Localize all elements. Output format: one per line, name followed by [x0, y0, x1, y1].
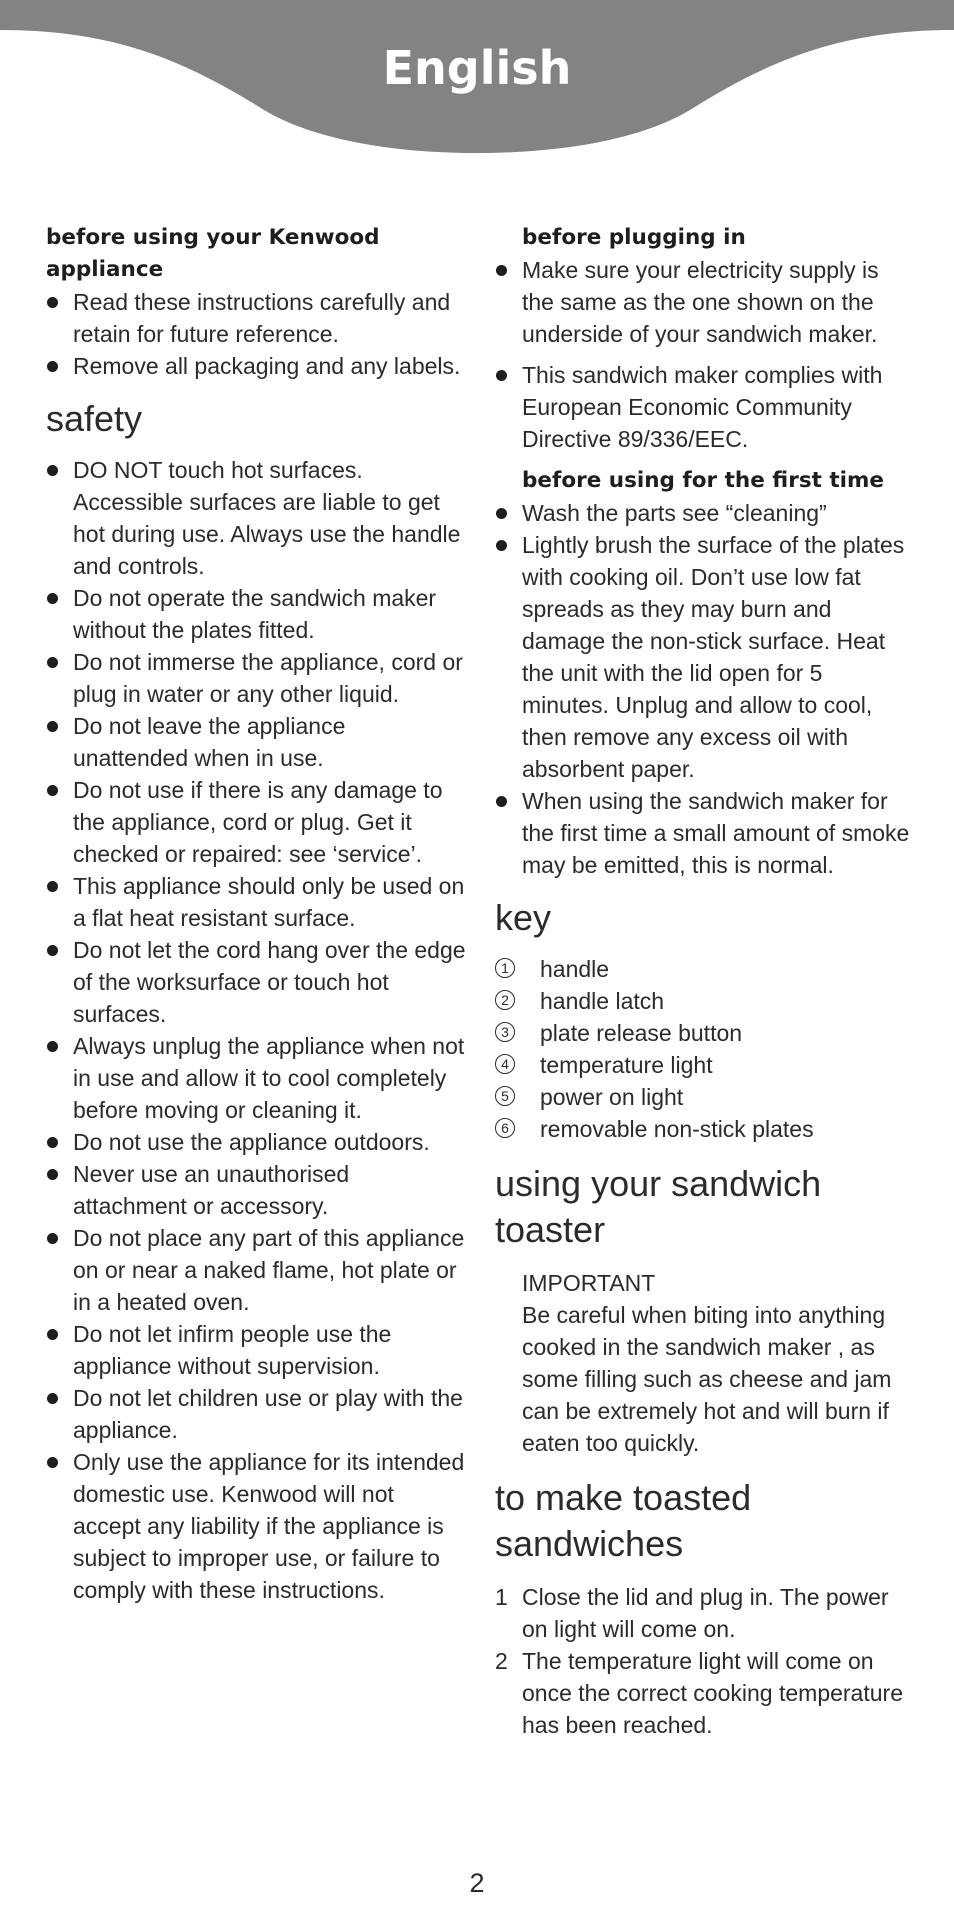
- bullet-icon: [496, 370, 507, 381]
- bullet-icon: [47, 657, 58, 668]
- list-item: Do not operate the sandwich maker without the plates fitted.: [46, 582, 466, 646]
- key-item: 4 temperature light: [495, 1049, 915, 1081]
- safety-list: [46, 454, 466, 1606]
- bullet-icon: [47, 945, 58, 956]
- list-item: Wash the parts see “cleaning”: [495, 497, 915, 529]
- list-item: Do not place any part of this appliance on or near a naked flame, hot plate or in a heated oven.: [46, 1222, 466, 1318]
- list-item: Always unplug the appliance when not in use and allow it to cool completely before moving or cleaning it.: [46, 1030, 466, 1126]
- list-item: Do not use the appliance outdoors.: [46, 1126, 466, 1158]
- first-time-heading: before using for the first time: [522, 468, 885, 493]
- bullet-icon: [496, 265, 507, 276]
- bullet-icon: [47, 297, 58, 308]
- steps-list: [495, 1581, 915, 1741]
- bullet-icon: [496, 508, 507, 519]
- list-item: Do not let the cord hang over the edge of the worksurface or touch hot surfaces.: [46, 934, 466, 1030]
- key-item: 2 handle latch: [495, 985, 915, 1017]
- step-number: 2: [495, 1648, 508, 1674]
- list-item: This sandwich maker complies with European Economic Community Directive 89/336/EEC.: [495, 359, 915, 455]
- circled-number-icon: 3: [495, 1022, 515, 1042]
- key-item: 6 removable non-stick plates: [495, 1113, 915, 1145]
- list-item: Do not use if there is any damage to the appliance, cord or plug. Get it checked or repaired: see ‘service’.: [46, 774, 466, 870]
- list-item: Make sure your electricity supply is the same as the one shown on the underside of your sandwich maker.: [495, 254, 915, 350]
- bullet-icon: [496, 540, 507, 551]
- important-text: Be careful when biting into anything cooked in the sandwich maker , as some filling such as cheese and jam can be extremely hot and will burn if eaten too quickly.: [522, 1302, 892, 1456]
- key-list: [495, 953, 915, 1145]
- list-item: Read these instructions carefully and retain for future reference.: [46, 286, 466, 350]
- key-heading: key: [495, 897, 552, 938]
- list-item: DO NOT touch hot surfaces. Accessible surfaces are liable to get hot during use. Always use the handle and controls.: [46, 454, 466, 582]
- circled-number-icon: 6: [495, 1118, 515, 1138]
- language-title: English: [382, 41, 572, 95]
- language-header-band: [0, 0, 954, 160]
- bullet-icon: [47, 785, 58, 796]
- before-plugging-heading: before plugging in: [522, 225, 746, 250]
- list-item: This appliance should only be used on a flat heat resistant surface.: [46, 870, 466, 934]
- bullet-icon: [47, 1041, 58, 1052]
- list-item: Do not immerse the appliance, cord or plug in water or any other liquid.: [46, 646, 466, 710]
- step-item: 1 Close the lid and plug in. The power on light will come on.: [495, 1581, 915, 1645]
- bullet-icon: [47, 1329, 58, 1340]
- list-item: Remove all packaging and any labels.: [46, 350, 466, 382]
- bullet-icon: [47, 361, 58, 372]
- before-plugging-list: [495, 254, 915, 455]
- before-using-list: [46, 286, 466, 382]
- list-item: Lightly brush the surface of the plates with cooking oil. Don’t use low fat spreads as they may burn and damage the non-stick surface. Heat the unit with the lid open for 5 minutes. Unplug and allow to cool, then remove any excess oil with absorbent paper.: [495, 529, 915, 785]
- bullet-icon: [47, 721, 58, 732]
- bullet-icon: [47, 593, 58, 604]
- before-using-heading: before using your Kenwood appliance: [46, 225, 380, 282]
- right-column: [495, 222, 915, 1741]
- circled-number-icon: 5: [495, 1086, 515, 1106]
- circled-number-icon: 1: [495, 958, 515, 978]
- key-item: 3 plate release button: [495, 1017, 915, 1049]
- safety-heading: safety: [46, 398, 143, 439]
- important-label: IMPORTANT: [522, 1270, 656, 1296]
- step-item: 2 The temperature light will come on once the correct cooking temperature has been reached.: [495, 1645, 915, 1741]
- list-item: Only use the appliance for its intended domestic use. Kenwood will not accept any liability if the appliance is subject to improper use, or failure to comply with these instructions.: [46, 1446, 466, 1606]
- list-item: Do not let infirm people use the appliance without supervision.: [46, 1318, 466, 1382]
- key-item: 5 power on light: [495, 1081, 915, 1113]
- using-heading: using your sandwich toaster: [495, 1163, 822, 1250]
- bullet-icon: [47, 1233, 58, 1244]
- make-heading: to make toasted sandwiches: [495, 1477, 752, 1564]
- list-item: Do not let children use or play with the appliance.: [46, 1382, 466, 1446]
- bullet-icon: [47, 1457, 58, 1468]
- circled-number-icon: 4: [495, 1054, 515, 1074]
- first-time-list: [495, 497, 915, 881]
- step-number: 1: [495, 1584, 508, 1610]
- bullet-icon: [47, 1393, 58, 1404]
- bullet-icon: [47, 465, 58, 476]
- bullet-icon: [47, 881, 58, 892]
- page-number: 2: [469, 1868, 485, 1898]
- left-column: [46, 222, 466, 1606]
- key-item: 1 handle: [495, 953, 915, 985]
- list-item: Do not leave the appliance unattended when in use.: [46, 710, 466, 774]
- bullet-icon: [47, 1137, 58, 1148]
- list-item: Never use an unauthorised attachment or accessory.: [46, 1158, 466, 1222]
- bullet-icon: [496, 796, 507, 807]
- circled-number-icon: 2: [495, 990, 515, 1010]
- list-item: When using the sandwich maker for the first time a small amount of smoke may be emitted, this is normal.: [495, 785, 915, 881]
- bullet-icon: [47, 1169, 58, 1180]
